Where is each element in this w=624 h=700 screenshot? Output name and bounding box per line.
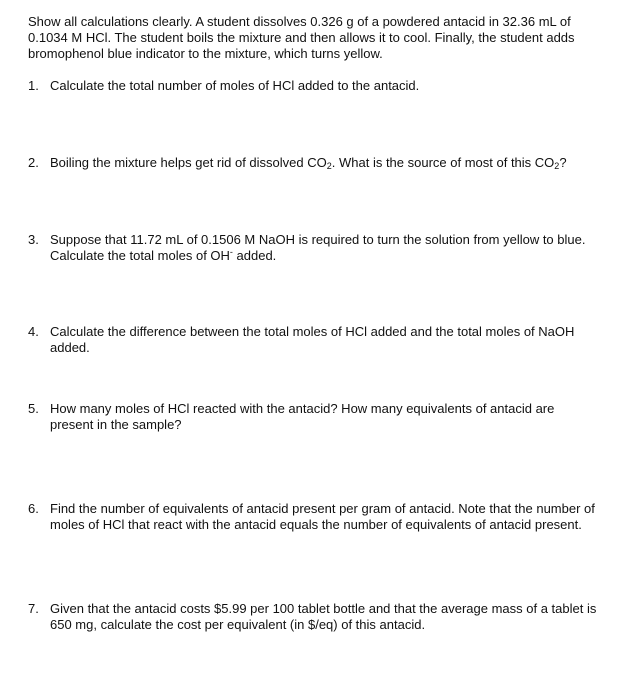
question-number: 2. xyxy=(28,155,39,170)
question-line: 650 mg, calculate the cost per equivalent (in $/eq) of this antacid. xyxy=(50,617,426,632)
intro-line: Show all calculations clearly. A student dissolves 0.326 g of a powdered antacid in 32.36 mL of xyxy=(28,14,571,29)
question-1 xyxy=(28,78,608,94)
question-number: 7. xyxy=(28,601,39,616)
question-line: Given that the antacid costs $5.99 per 100 tablet bottle and that the average mass of a tablet is xyxy=(50,601,597,616)
question-line: moles of HCl that react with the antacid equals the number of equivalents of antacid present. xyxy=(50,517,582,532)
question-text-part: ? xyxy=(559,155,567,170)
question-text xyxy=(50,601,608,633)
question-line xyxy=(50,248,608,264)
question-text xyxy=(50,324,608,356)
intro-line: 0.1034 M HCl. The student boils the mixture and then allows it to cool. Finally, the student adds xyxy=(28,30,575,45)
question-number: 6. xyxy=(28,501,39,516)
question-2 xyxy=(28,155,608,171)
question-3 xyxy=(28,232,608,264)
question-5 xyxy=(28,401,608,433)
question-text-part: added. xyxy=(232,248,277,263)
intro-paragraph xyxy=(28,14,616,62)
question-text-part: Calculate the total moles of OH xyxy=(50,248,230,263)
question-text-part: . What is the source of most of this CO xyxy=(331,155,555,170)
question-4 xyxy=(28,324,608,356)
question-line: Suppose that 11.72 mL of 0.1506 M NaOH is required to turn the solution from yellow to blue. xyxy=(50,232,586,247)
question-text: Calculate the total number of moles of HCl added to the antacid. xyxy=(50,78,420,93)
question-number: 1. xyxy=(28,78,39,93)
question-line: How many moles of HCl reacted with the antacid? How many equivalents of antacid are xyxy=(50,401,555,416)
superscript: - xyxy=(229,247,233,257)
question-text-part: Boiling the mixture helps get rid of dissolved CO xyxy=(50,155,327,170)
intro-line: bromophenol blue indicator to the mixture, which turns yellow. xyxy=(28,46,383,61)
subscript: 2 xyxy=(554,161,560,171)
question-6 xyxy=(28,501,608,533)
question-text xyxy=(50,501,608,533)
question-7 xyxy=(28,601,608,633)
question-line: Find the number of equivalents of antacid present per gram of antacid. Note that the number of xyxy=(50,501,595,516)
question-line: added. xyxy=(50,340,90,355)
question-number: 4. xyxy=(28,324,39,339)
question-number: 5. xyxy=(28,401,39,416)
question-text xyxy=(50,155,608,171)
question-text xyxy=(50,232,608,264)
subscript: 2 xyxy=(326,161,332,171)
question-line: Calculate the difference between the total moles of HCl added and the total moles of NaOH xyxy=(50,324,575,339)
question-number: 3. xyxy=(28,232,39,247)
question-text xyxy=(50,401,608,433)
question-line: present in the sample? xyxy=(50,417,182,432)
